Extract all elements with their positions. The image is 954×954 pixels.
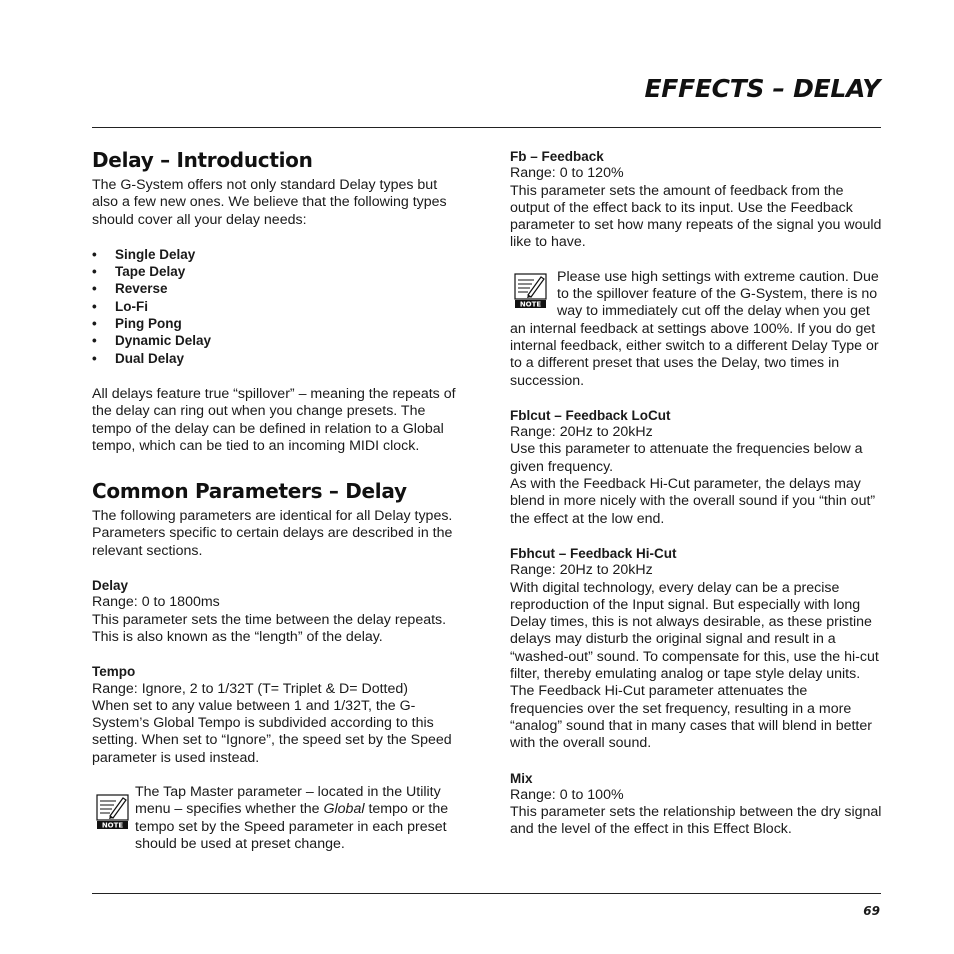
page-header-title: EFFECTS – DELAY <box>644 74 880 103</box>
fb-param-range: Range: 0 to 120% <box>510 165 624 182</box>
fbhcut-param-range: Range: 20Hz to 20kHz <box>510 562 653 579</box>
note-text-part: tempo or the tempo set by the Speed parameter in each preset should be used at preset change. <box>135 801 449 852</box>
feedback-caution-text: Please use high settings with extreme caution. Due to the spillover feature of the G-System, there is no way to immediately cut off the delay when you get an internal feedback at settings above 100%. If you do get internal feedback, either switch to a different Delay Type or to a different preset that uses the Delay, two times in succession. <box>510 268 879 389</box>
tempo-param-desc: When set to any value between 1 and 1/32T, the G-System’s Global Tempo is subdivided according to this setting. When set to “Ignore”, the speed set by the Speed parameter is used instead. <box>92 697 452 766</box>
mix-param-name: Mix <box>510 770 533 786</box>
intro-heading: Delay – Introduction <box>92 148 313 172</box>
feedback-caution-note <box>510 269 882 390</box>
note-text-part: The Tap Master parameter – located in the Utility menu – specifies whether the <box>135 784 441 818</box>
list-item: • Single Delay <box>92 246 464 263</box>
fblcut-param-range: Range: 20Hz to 20kHz <box>510 424 653 441</box>
note-icon <box>96 794 129 830</box>
fb-param-desc: This parameter sets the amount of feedback from the output of the effect back to its input. Use the Feedback parameter to set how many repeats of the signal you would like to have. <box>510 182 882 251</box>
header-rule <box>92 127 881 128</box>
mix-param-desc: This parameter sets the relationship between the dry signal and the level of the effect in this Effect Block. <box>510 804 882 838</box>
tap-master-note-text <box>135 784 464 853</box>
left-column <box>92 147 464 853</box>
tempo-param-name: Tempo <box>92 664 136 680</box>
list-item: • Dual Delay <box>92 350 464 367</box>
fbhcut-param-desc: With digital technology, every delay can be a precise reproduction of the Input signal. But especially with long Delay times, this is not always desirable, as these pristine delays may disturb the original signal and result in a “washed-out” sound. To compensate for this, use the hi-cut filter, thereby emulating analog or tape style delay units. <box>510 579 879 683</box>
fblcut-param-desc: Use this parameter to attenuate the frequencies below a given frequency. <box>510 441 863 475</box>
delay-param-desc: This parameter sets the time between the delay repeats. This is also known as the “length” of the delay. <box>92 611 447 645</box>
common-params-text: The following parameters are identical for all Delay types. Parameters specific to certain delays are described in the relevant sections. <box>92 508 453 559</box>
list-item: • Lo-Fi <box>92 298 464 315</box>
list-item: • Tape Delay <box>92 263 464 280</box>
list-item: • Ping Pong <box>92 315 464 332</box>
list-item: • Dynamic Delay <box>92 332 464 349</box>
fblcut-param-name: Fblcut – Feedback LoCut <box>510 407 671 423</box>
mix-param-range: Range: 0 to 100% <box>510 786 624 803</box>
intro-text: The G-System offers not only standard Delay types but also a few new ones. We believe that the following types should cover all your delay needs: <box>92 177 447 228</box>
note-icon <box>514 273 547 309</box>
page-number: 69 <box>863 904 880 918</box>
footer-rule <box>92 893 881 894</box>
note-icon-label: NOTE <box>519 300 542 309</box>
common-params-heading: Common Parameters – Delay <box>92 479 407 504</box>
fb-param-name: Fb – Feedback <box>510 149 604 164</box>
fbhcut-param-name: Fbhcut – Feedback Hi-Cut <box>510 545 677 561</box>
note-text-emphasis: Global <box>323 801 365 818</box>
delay-types-list <box>92 246 464 367</box>
fblcut-param-desc: As with the Feedback Hi-Cut parameter, the delays may blend in more nicely with the overall sound if you “thin out” the effect at the low end. <box>510 476 876 527</box>
tempo-param-range: Range: Ignore, 2 to 1/32T (T= Triplet & D= Dotted) <box>92 680 408 697</box>
right-column <box>510 148 882 839</box>
list-item: • Reverse <box>92 280 464 297</box>
delay-param-name: Delay <box>92 578 129 594</box>
fbhcut-param-desc: The Feedback Hi-Cut parameter attenuates the frequencies over the set frequency, resulting in a more “analog” sound that in many cases that will blend in better with the overall sound. <box>510 683 872 752</box>
note-icon-label: NOTE <box>101 821 124 830</box>
tap-master-note <box>92 784 464 853</box>
spillover-text: All delays feature true “spillover” – meaning the repeats of the delay can ring out when you change presets. The tempo of the delay can be defined in relation to a Global tempo, which can be tied to an incoming MIDI clock. <box>92 385 456 454</box>
delay-param-range: Range: 0 to 1800ms <box>92 594 220 611</box>
